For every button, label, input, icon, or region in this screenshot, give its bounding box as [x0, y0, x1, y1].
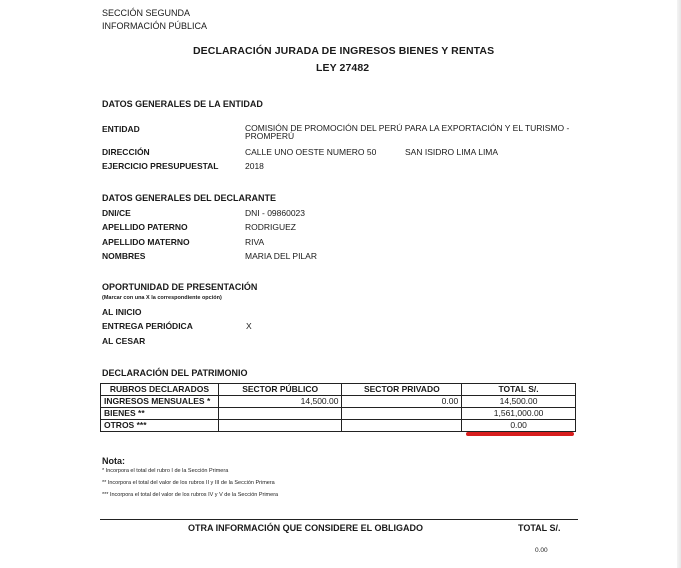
note-line: *** Incorpora el total del valor de los rubros IV y V de la Sección Primera: [102, 492, 279, 498]
patrimony-section-title: DECLARACIÓN DEL PATRIMONIO: [102, 368, 248, 378]
other-total-label: TOTAL S/.: [518, 523, 561, 533]
names-label: NOMBRES: [102, 251, 146, 261]
maternal-surname-value: RIVA: [245, 237, 265, 247]
entity-label: ENTIDAD: [102, 124, 140, 134]
declarant-section-title: DATOS GENERALES DEL DECLARANTE: [102, 193, 277, 203]
private-sector-cell: [342, 420, 462, 432]
address-value: CALLE UNO OESTE NUMERO 50: [245, 147, 377, 157]
private-sector-cell: [342, 408, 462, 420]
note-line: * Incorpora el total del rubro I de la Sección Primera: [102, 468, 229, 474]
fiscal-year-label: EJERCICIO PRESUPUESTAL: [102, 161, 219, 171]
private-sector-cell: 0.00: [342, 396, 462, 408]
column-header: RUBROS DECLARADOS: [101, 384, 219, 396]
public-sector-cell: [218, 420, 342, 432]
table-header-row: [101, 384, 576, 396]
divider-line: [100, 519, 578, 520]
fiscal-year-value: 2018: [245, 161, 264, 171]
row-label: OTROS ***: [101, 420, 219, 432]
highlight-underline: [466, 432, 574, 436]
entity-value-line1: COMISIÓN DE PROMOCIÓN DEL PERÚ PARA LA EXPORTACIÓN Y EL TURISMO -: [245, 123, 570, 133]
paternal-surname-label: APELLIDO PATERNO: [102, 222, 188, 232]
table-row: [101, 396, 576, 408]
opportunity-note: (Marcar con una X la correspondiente opción): [102, 295, 222, 301]
page-edge: [677, 0, 681, 568]
column-header: SECTOR PÚBLICO: [218, 384, 342, 396]
row-label: BIENES **: [101, 408, 219, 420]
other-info-label: OTRA INFORMACIÓN QUE CONSIDERE EL OBLIGADO: [188, 523, 424, 533]
note-title: Nota:: [102, 456, 125, 466]
dni-value: DNI - 09860023: [245, 208, 306, 218]
info-label: INFORMACIÓN PÚBLICA: [102, 21, 208, 31]
address-label: DIRECCIÓN: [102, 147, 150, 157]
option-periodic-mark: X: [246, 321, 252, 331]
total-cell: 0.00: [462, 420, 576, 432]
table-row: [101, 420, 576, 432]
table-row: [101, 408, 576, 420]
patrimony-table: [100, 383, 576, 432]
maternal-surname-label: APELLIDO MATERNO: [102, 237, 190, 247]
section-label: SECCIÓN SEGUNDA: [102, 8, 191, 18]
address-district: SAN ISIDRO LIMA LIMA: [405, 147, 499, 157]
total-cell: 1,561,000.00: [462, 408, 576, 420]
public-sector-cell: [218, 408, 342, 420]
option-initial: AL INICIO: [102, 307, 142, 317]
option-periodic: ENTREGA PERIÓDICA: [102, 321, 193, 331]
note-line: ** Incorpora el total del valor de los rubros II y III de la Sección Primera: [102, 480, 275, 486]
law-number: LEY 27482: [316, 62, 370, 74]
dni-label: DNI/CE: [102, 208, 131, 218]
public-sector-cell: 14,500.00: [218, 396, 342, 408]
entity-section-title: DATOS GENERALES DE LA ENTIDAD: [102, 99, 263, 109]
column-header: SECTOR PRIVADO: [342, 384, 462, 396]
other-total-value: 0.00: [535, 547, 548, 554]
entity-value-line2: PROMPERÚ: [245, 131, 295, 141]
row-label: INGRESOS MENSUALES *: [101, 396, 219, 408]
document-title: DECLARACIÓN JURADA DE INGRESOS BIENES Y RENTAS: [193, 45, 495, 57]
names-value: MARIA DEL PILAR: [245, 251, 317, 261]
paternal-surname-value: RODRIGUEZ: [245, 222, 296, 232]
entity-value: [245, 124, 569, 140]
total-cell: 14,500.00: [462, 396, 576, 408]
column-header: TOTAL S/.: [462, 384, 576, 396]
opportunity-section-title: OPORTUNIDAD DE PRESENTACIÓN: [102, 282, 258, 292]
option-cease: AL CESAR: [102, 336, 146, 346]
